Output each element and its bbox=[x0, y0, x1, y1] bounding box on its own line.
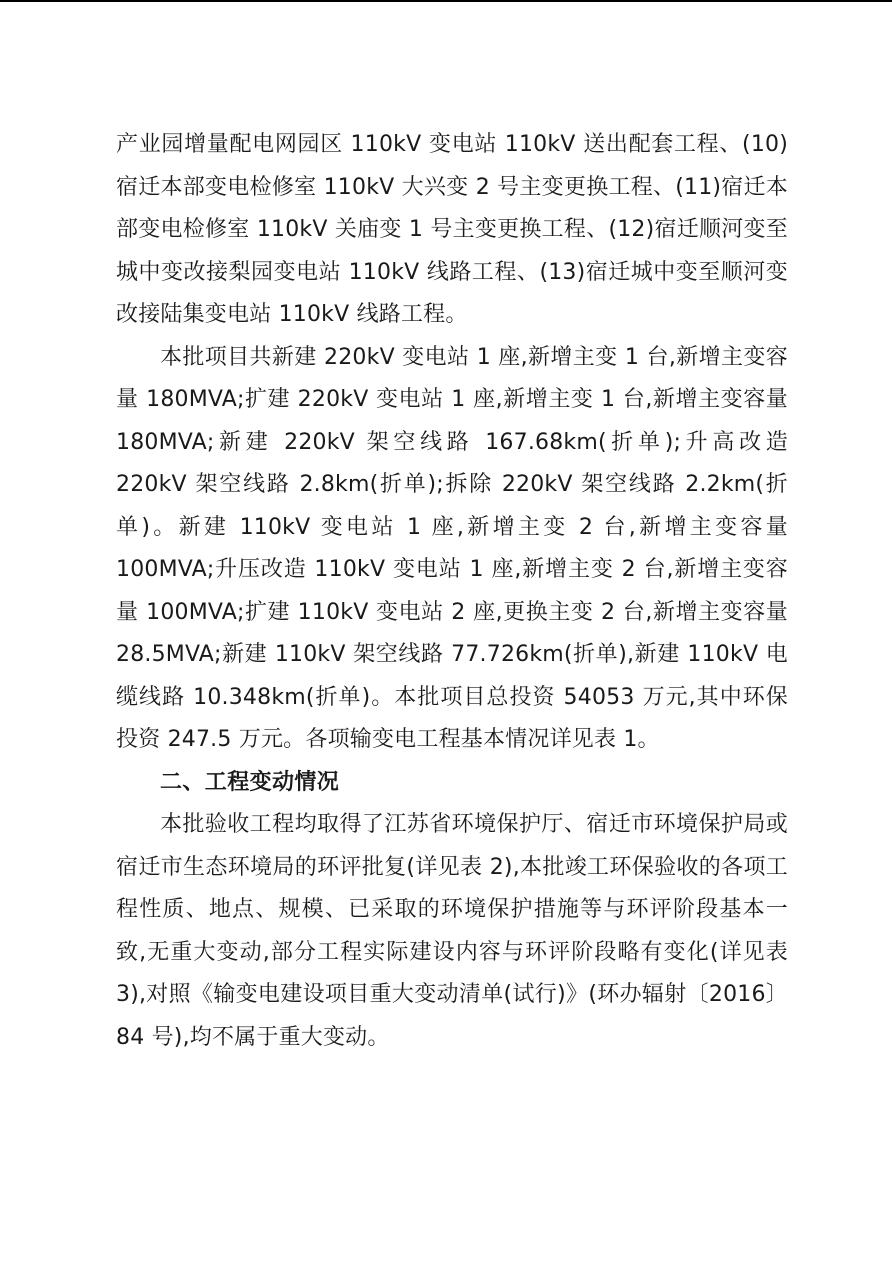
section-heading-engineering-changes: 二、工程变动情况 bbox=[160, 769, 340, 795]
paragraph-project-list-continued: 产业园增量配电网园区 110kV 变电站 110kV 送出配套工程、(10)宿迁本部变电检修室 110kV 大兴变 2 号主变更换工程、(11)宿迁本部变电检修室 110kV 关庙变 1 号主变更换工程、(12)宿迁顺河变至城中变改接梨园变电站 110kV 线路工程、(13)宿迁城中变至顺河变改接陆集变电站 110kV 线路工程。 bbox=[116, 132, 788, 327]
paragraph-project-summary: 本批项目共新建 220kV 变电站 1 座,新增主变 1 台,新增主变容量 180MVA;扩建 220kV 变电站 1 座,新增主变 1 台,新增主变容量 180MVA;新建 220kV 架空线路 167.68km(折单);升高改造 220kV 架空线路 2.8km(折单);拆除 220kV 架空线路 2.2km(折单)。新建 110kV 变电站 1 座,新增主变 2 台,新增主变容量 100MVA;升压改造 110kV 变电站 1 座,新增主变 2 台,新增主变容量 100MVA;扩建 110kV 变电站 2 座,更换主变 2 台,新增主变容量 28.5MVA;新建 110kV 架空线路 77.726km(折单),新建 110kV 电缆线路 10.348km(折单)。本批项目总投资 54053 万元,其中环保投资 247.5 万元。各项输变电工程基本情况详见表 1。 bbox=[116, 344, 788, 752]
top-border-line bbox=[0, 0, 892, 2]
paragraph-engineering-changes: 本批验收工程均取得了江苏省环境保护厅、宿迁市环境保护局或宿迁市生态环境局的环评批复(详见表 2),本批竣工环保验收的各项工程性质、地点、规模、已采取的环境保护措施等与环评阶段基本一致,无重大变动,部分工程实际建设内容与环评阶段略有变化(详见表 3),对照《输变电建设项目重大变动清单(试行)》(环办辐射〔2016〕84 号),均不属于重大变动。 bbox=[116, 812, 788, 1050]
document-body bbox=[116, 124, 788, 1059]
